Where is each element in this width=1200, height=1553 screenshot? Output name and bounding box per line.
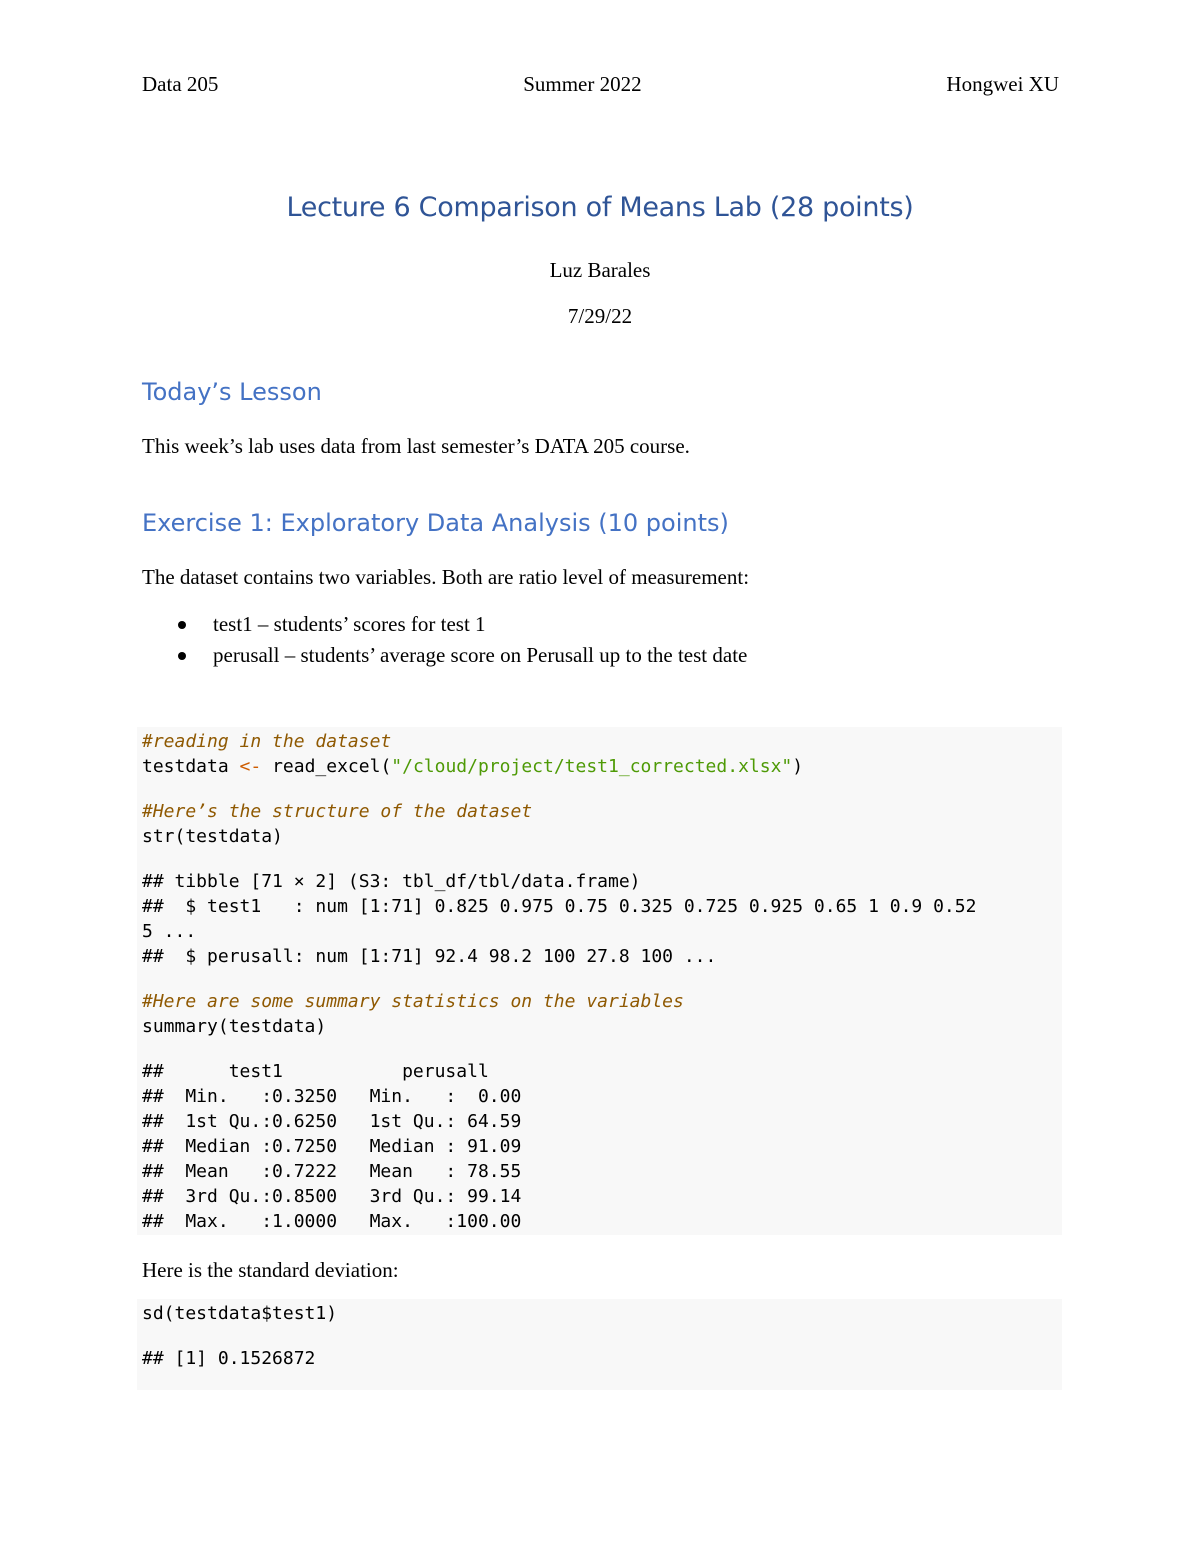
- lesson-heading: Today’s Lesson: [142, 378, 322, 406]
- code-output: ## Median :0.7250 Median : 91.09: [142, 1136, 522, 1157]
- variable-list: [142, 609, 747, 671]
- code-comment: #Here are some summary statistics on the variables: [142, 991, 684, 1012]
- exercise1-heading: Exercise 1: Exploratory Data Analysis (10 points): [142, 509, 729, 537]
- code-output: ## Min. :0.3250 Min. : 0.00: [142, 1086, 522, 1107]
- header-term: Summer 2022: [523, 72, 642, 96]
- code-output: ## $ perusall: num [1:71] 92.4 98.2 100 27.8 100 ...: [142, 946, 717, 967]
- document-date: 7/29/22: [567, 304, 633, 328]
- code-comment: #Here’s the structure of the dataset: [142, 801, 533, 822]
- code-comment: #reading in the dataset: [142, 731, 392, 752]
- bullet-icon: [178, 621, 186, 629]
- code-line: sd(testdata$test1): [142, 1303, 338, 1324]
- exercise1-intro: The dataset contains two variables. Both are ratio level of measurement:: [142, 565, 750, 589]
- code-output: ## Max. :1.0000 Max. :100.00: [142, 1211, 522, 1232]
- list-item: test1 – students’ scores for test 1: [142, 609, 747, 640]
- code-line: str(testdata): [142, 826, 283, 847]
- document-author: Luz Barales: [549, 258, 651, 282]
- code-output: ## test1 perusall: [142, 1061, 489, 1082]
- header-instructor: Hongwei XU: [946, 72, 1059, 96]
- code-output: ## Mean :0.7222 Mean : 78.55: [142, 1161, 522, 1182]
- document-title: Lecture 6 Comparison of Means Lab (28 points): [286, 192, 914, 223]
- bullet-icon: [178, 652, 186, 660]
- list-item: perusall – students’ average score on Perusall up to the test date: [142, 640, 747, 671]
- lesson-text: This week’s lab uses data from last semester’s DATA 205 course.: [142, 434, 690, 458]
- code-output: ## [1] 0.1526872: [142, 1348, 316, 1369]
- page-header: [142, 72, 1059, 97]
- code-output: 5 ...: [142, 921, 197, 942]
- code-line: summary(testdata): [142, 1016, 327, 1037]
- sd-text: Here is the standard deviation:: [142, 1258, 399, 1282]
- code-output: ## tibble [71 × 2] (S3: tbl_df/tbl/data.frame): [142, 871, 641, 892]
- code-output: ## 1st Qu.:0.6250 1st Qu.: 64.59: [142, 1111, 522, 1132]
- code-output: ## $ test1 : num [1:71] 0.825 0.975 0.75 0.325 0.725 0.925 0.65 1 0.9 0.52: [142, 896, 977, 917]
- code-line: testdata <- read_excel("/cloud/project/test1_corrected.xlsx"): [142, 756, 804, 777]
- header-course: Data 205: [142, 72, 219, 96]
- code-output: ## 3rd Qu.:0.8500 3rd Qu.: 99.14: [142, 1186, 522, 1207]
- code-block-sd: [137, 1299, 1062, 1390]
- code-block-exploratory: [137, 727, 1062, 1235]
